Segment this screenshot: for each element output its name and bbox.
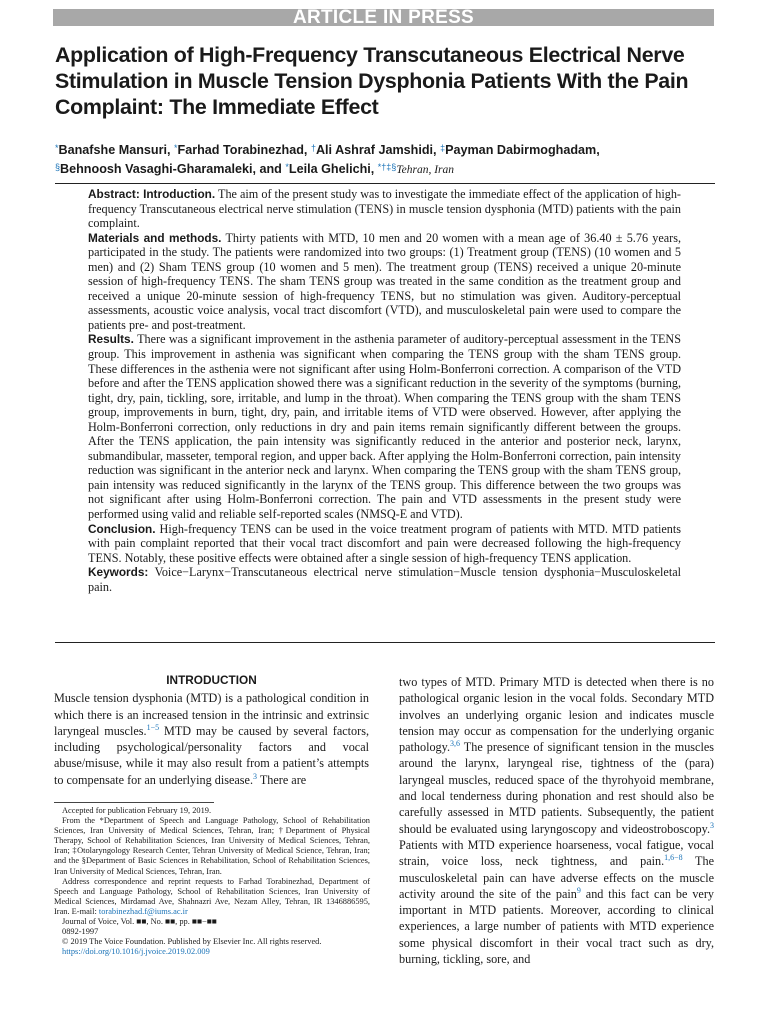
doi-link[interactable]: https://doi.org/10.1016/j.jvoice.2019.02.009 — [62, 947, 210, 957]
article-title: Application of High-Frequency Transcutaneous Electrical Nerve Stimulation in Muscle Tension Dysphonia Patients With the Pain Complaint: The Immediate Effect — [55, 43, 689, 119]
abstract-results — [88, 332, 681, 521]
intro-text: Muscle tension dysphonia (MTD) is a pathological condition in which there is an increased tension in the intrinsic and extrinsic laryngeal muscles. — [54, 691, 369, 738]
intro-text: MTD may be caused by several factors, including psychological/personality factors and vocal abuse/misuse, while it may also result from a patient’s attempts to compensate for an underlying disease. — [54, 723, 369, 787]
author-name[interactable]: Banafshe Mansuri, — [58, 143, 171, 157]
body-text: two types of MTD. Primary MTD is detected when there is no pathological organic lesion in the vocal folds. Secondary MTD involves an underlying organic lesion and indicates muscle tension may occur as compensation for the underlying organic pathology. — [399, 675, 714, 755]
abstract-intro-label: Abstract: Introduction. — [88, 187, 216, 201]
citation-link[interactable]: 3,6 — [450, 739, 460, 749]
introduction-continued — [399, 674, 714, 967]
citation-link[interactable]: 1−5 — [146, 722, 160, 732]
author-mark: † — [310, 143, 316, 153]
email-link[interactable]: torabinezhad.f@iums.ac.ir — [98, 906, 188, 916]
intro-text: There are — [257, 772, 307, 787]
issn: 0892-1997 — [62, 927, 99, 937]
abstract-bottom-rule — [55, 642, 715, 643]
citation-link[interactable]: 9 — [576, 885, 581, 895]
abstract-top-rule — [55, 183, 715, 184]
author-mark: § — [55, 162, 61, 172]
footnotes — [54, 806, 370, 957]
abstract-results-text: There was a significant improvement in the asthenia parameter of auditory-perceptual assessment in the TENS group. This improvement in asthenia was significant when comparing the TENS group with the sham TENS group. These differences in the asthenia were not significant after using Holm-Bonferroni correction. A comparison of the VTD before and after the TENS application showed there was a significant reduction in the severity of the symptoms (burning, tight, dry, pain, tickling, sore, irritable, and lump in the throat). When comparing the TENS group with the sham TENS group, improvements in burn, tight, dry, pain, and irritable items of VTD were observed. However, after applying the Holm-Bonferroni correction, only reductions in dry and pain items remain significantly different between the groups. After the TENS application, the pain intensity was significantly reduced in the anterior and posterior neck, larynx, submandibular, masseter, temporal region, and upper back. After applying the Holm-Bonferroni correction, pain intensity reduction was significant in the anterior neck and larynx. When comparing the TENS group with the sham TENS group, pain intensity was reduced significantly in the larynx of the TENS group. This difference between the two groups was not significant after using Holm-Bonferroni correction. The pain and VTD assessments in the present study were performed using valid and reliable self-reported scales (NMSQ-E and VTD). — [88, 332, 682, 522]
abstract-keywords — [88, 565, 681, 594]
citation-link[interactable]: 1,6−8 — [664, 853, 683, 863]
abstract-conclusion-text: High-frequency TENS can be used in the voice treatment program of patients with MTD. MTD patients with pain complaint reported that their vocal tract discomfort and pain were decreased following the high-frequency TENS. Notably, these positive effects were obtained after a single session of high-frequency TENS application. — [88, 521, 681, 565]
citation-link[interactable]: 3 — [253, 771, 257, 781]
keywords-label: Keywords: — [88, 565, 149, 580]
abstract-methods-text: Thirty patients with MTD, 10 men and 20 women with a mean age of 36.40 ± 5.76 years, participated in the study. The patients were randomized into two groups: (1) Treatment group (TENS) (10 women and 5 men) and (2) Sham TENS group (10 women and 5 men). The treatment group (TENS) received a unique 20-minute session of high-frequency TENS. The sham TENS group was treated in the same condition as the treatment group and received a unique 20-minute session of high-frequency TENS, but no stimulation was given. Auditory-perceptual assessments, acoustic voice analysis, vocal tract discomfort (VTD), and musculoskeletal pain were used to compare the patients pre- and post-treatment. — [88, 230, 682, 332]
abstract-conclusion — [88, 522, 681, 566]
abstract-methods-label: Materials and methods. — [88, 230, 222, 245]
author-mark: * — [285, 162, 289, 172]
copyright: © 2019 The Voice Foundation. Published by Elsevier Inc. All rights reserved. — [62, 937, 322, 947]
journal-info: Journal of Voice, Vol. ■■, No. ■■, pp. ■■−■■ — [62, 917, 217, 927]
author-mark: * — [55, 143, 59, 153]
abstract-introduction — [88, 187, 681, 231]
correspondence-note — [54, 877, 370, 917]
introduction-paragraph — [54, 690, 369, 788]
abstract-conclusion-label: Conclusion. — [88, 521, 156, 536]
accepted-date: Accepted for publication February 19, 2019. — [62, 806, 212, 815]
abstract-results-label: Results. — [88, 332, 134, 347]
author-name[interactable]: Farhad Torabinezhad, — [177, 143, 308, 157]
right-column — [399, 674, 714, 967]
citation-link[interactable]: 3 — [710, 820, 714, 830]
author-name[interactable]: Behnoosh Vasaghi-Gharamaleki, and — [60, 162, 282, 176]
article-in-press-banner: ARTICLE IN PRESS — [53, 9, 714, 26]
footnote-divider — [54, 802, 214, 803]
left-column — [54, 672, 369, 788]
abstract — [88, 187, 681, 594]
affiliations-note: From the *Department of Speech and Language Pathology, School of Rehabilitation Sciences, Iran University of Medical Sciences, Tehran, Iran; †Department of Physical Therapy, School of Rehabilitation Sciences, Iran University of Medical Sciences, Tehran, Iran; ‡Otolaryngology Research Center, Tehran University of Medical Science, Tehran, Iran; and the §Department of Basic Sciences in Rehabilitation, School of Rehabilitation Sciences, Iran University of Medical Sciences, Tehran, Iran. — [54, 816, 370, 876]
author-name[interactable]: Ali Ashraf Jamshidi, — [315, 143, 437, 157]
affiliation-marks: *†‡§ — [377, 162, 397, 172]
author-mark: ‡ — [440, 143, 446, 153]
author-mark: * — [174, 143, 178, 153]
abstract-methods — [88, 231, 681, 333]
author-name[interactable]: Leila Ghelichi, — [288, 162, 375, 176]
keywords-text: Voice−Larynx−Transcutaneous electrical nerve stimulation−Muscle tension dysphonia−Musculoskeletal pain. — [88, 565, 682, 594]
body-text: and this fact can be very important in MTD patients. Moreover, according to clinical experiences, a large number of patients with MTD experience some physical discomfort in their vocal tract such as dry, burning, tickling, sore, and — [399, 886, 714, 967]
author-name[interactable]: Payman Dabirmoghadam, — [445, 143, 600, 157]
introduction-heading: INTRODUCTION — [166, 673, 257, 687]
body-text: Patients with MTD experience hoarseness, vocal fatigue, vocal strain, voice loss, neck tightness, and pain. — [399, 837, 714, 869]
abstract-intro-text: The aim of the present study was to investigate the immediate effect of the application of high-frequency Transcutaneous electrical nerve stimulation (TENS) in muscle tension dysphonia (MTD) patients with the pain complaint. — [88, 187, 681, 231]
body-text: The presence of significant tension in the muscles around the larynx, laryngeal rise, tightness of the (para) laryngeal muscles, reduced space of the thyrohyoid membrane, and local tenderness during phonation and rest should also be carefully assessed in MTD patients. Subsequently, the patient should be evaluated using laryngoscopy and videostroboscopy. — [399, 740, 714, 836]
affiliation: Tehran, Iran — [396, 164, 455, 176]
body-text: The musculoskeletal pain can have adverse effects on the muscle activity around the site of the pain — [399, 854, 714, 901]
author-list — [55, 140, 715, 179]
correspondence-text: Address correspondence and reprint requests to Farhad Torabinezhad, Department of Speech and Language Pathology, School of Rehabilitation Sciences, Iran University of Medical Sciences, Mirdamad Ave, Shahnazri Ave, Nezam Alley, Tehran, IR 1346886595, Iran. E-mail: — [54, 876, 370, 916]
